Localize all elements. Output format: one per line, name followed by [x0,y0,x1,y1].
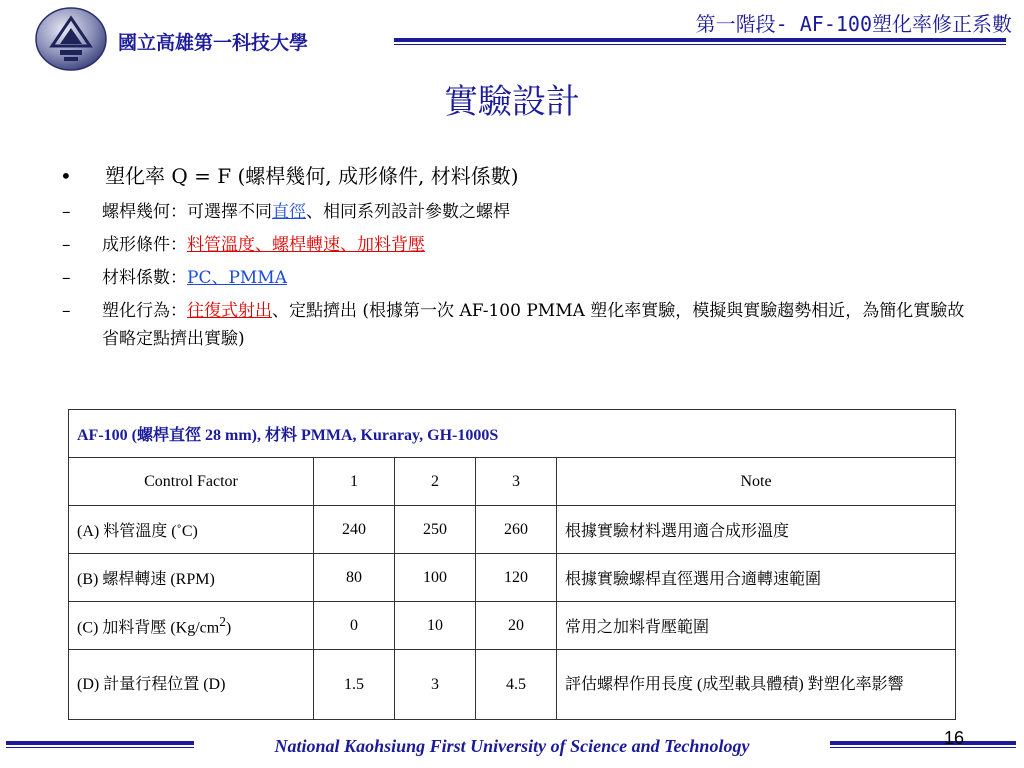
dash-mark: – [62,301,71,321]
sub-item-highlight: PC、PMMA [187,268,287,288]
sub-item-highlight: 直徑 [272,202,306,222]
sub-item-molding-conditions [60,231,980,259]
university-emblem-icon [34,6,108,72]
sub-item-plasticizing-behavior [60,297,980,353]
column-header: Note [557,458,956,506]
level-cell: 4.5 [476,650,557,720]
level-cell: 0 [314,602,395,650]
note-cell: 根據實驗材料選用適合成形溫度 [557,506,956,554]
level-cell: 250 [395,506,476,554]
bullet-main-text: 塑化率 Q = F (螺桿幾何, 成形條件, 材料係數) [105,164,519,188]
note-cell: 常用之加料背壓範圍 [557,602,956,650]
sub-item-screw-geometry [60,198,980,226]
stage-title: 第一階段- AF-100塑化率修正系數 [695,12,1012,36]
bullet-mark: • [60,164,72,188]
page-title: 實驗設計 [444,82,580,122]
bullet-main [60,162,980,190]
table-row [69,602,956,650]
column-header: 1 [314,458,395,506]
sub-item-material-coefficient [60,264,980,292]
sub-item-highlight: 往復式射出 [187,301,272,321]
sub-item-prefix: 成形條件： [102,235,187,255]
dash-mark: – [62,235,71,255]
sub-item-suffix: 、定點擠出 (根據第一次 AF-100 PMMA 塑化率實驗，模擬與實驗趨勢相近，為簡化實驗故省略定點擠出實驗) [102,301,965,349]
factor-cell: (A) 料管溫度 (˚C) [69,506,314,554]
level-cell: 80 [314,554,395,602]
sub-item-suffix: 、相同系列設計參數之螺桿 [306,202,510,222]
header-divider [394,38,1006,45]
table-title: AF-100 (螺桿直徑 28 mm), 材料 PMMA, Kuraray, GH-1000S [69,410,956,458]
level-cell: 10 [395,602,476,650]
level-cell: 3 [395,650,476,720]
column-header: 3 [476,458,557,506]
table-row [69,554,956,602]
factor-cell: (B) 螺桿轉速 (RPM) [69,554,314,602]
factor-cell [69,602,314,650]
level-cell: 120 [476,554,557,602]
table-title-row [69,410,956,458]
note-cell: 根據實驗螺桿直徑選用合適轉速範圍 [557,554,956,602]
sub-item-prefix: 材料係數： [102,268,187,288]
level-cell: 1.5 [314,650,395,720]
level-cell: 260 [476,506,557,554]
school-name: 國立高雄第一科技大學 [118,32,309,54]
level-cell: 240 [314,506,395,554]
column-header: 2 [395,458,476,506]
factor-superscript: 2 [219,613,226,629]
level-cell: 100 [395,554,476,602]
table-row [69,506,956,554]
level-cell: 20 [476,602,557,650]
table-row [69,650,956,720]
factor-text-end: ) [225,619,232,637]
sub-item-prefix: 塑化行為： [102,301,187,321]
page-number: 16 [943,728,964,748]
sub-item-prefix: 螺桿幾何：可選擇不同 [102,202,272,222]
factor-text: (C) 加料背壓 (Kg/cm [77,619,220,637]
factor-cell: (D) 計量行程位置 (D) [69,650,314,720]
column-header: Control Factor [69,458,314,506]
dash-mark: – [62,268,71,288]
control-factor-table [68,409,956,720]
bullet-list [60,162,980,358]
footer-university-name: National Kaohsiung First University of Science and Technology [274,736,750,756]
table-header-row [69,458,956,506]
dash-mark: – [62,202,71,222]
sub-item-highlight: 料管溫度、螺桿轉速、加料背壓 [187,235,425,255]
note-cell: 評估螺桿作用長度 (成型載具體積) 對塑化率影響 [557,650,956,720]
